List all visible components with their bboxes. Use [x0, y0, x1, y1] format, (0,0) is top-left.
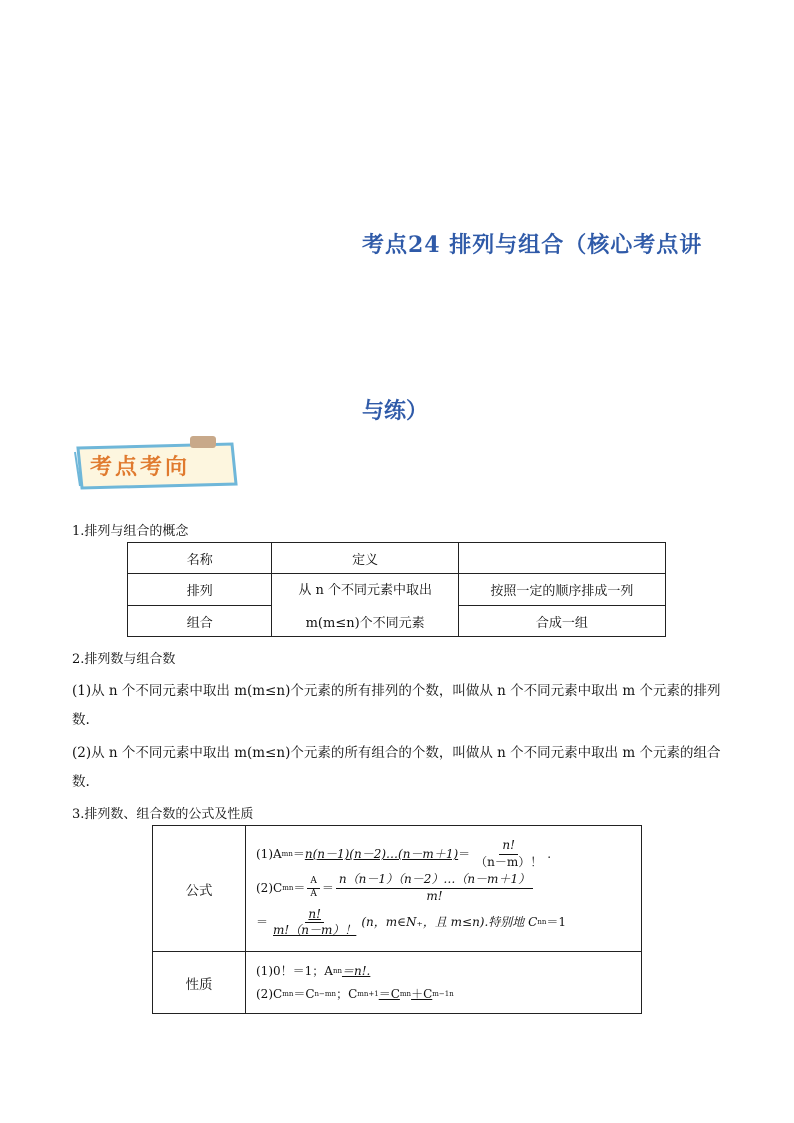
table1-header-def: 定义	[272, 543, 458, 574]
f3-fraction: $\frac{n!}{m!(n-m)!}$	[273, 906, 357, 938]
p2-mid2: ；C	[336, 986, 358, 1001]
f1-fraction: $\frac{n!}{(n-m)!}$	[475, 838, 543, 869]
page-title-line2: 与练）	[362, 398, 429, 424]
section2-heading: 2.排列数与组合数	[72, 652, 176, 667]
table1-row2-right: 合成一组	[458, 606, 665, 637]
f1-prefix: (1)A	[256, 847, 282, 862]
property-line1: (1)0！＝1；A n n ＝n!.	[256, 964, 371, 979]
table1-def-cell	[272, 574, 458, 637]
p2-mid: ＝C	[293, 986, 315, 1001]
table1-header-empty	[458, 543, 665, 574]
p2-text: (2)C	[256, 986, 283, 1001]
formula-label: 公式	[153, 826, 246, 952]
property-line2: (2)C m n ＝C n−m n ；C m n+1 ＝C m n ＋C m−1 n	[256, 986, 454, 1001]
section2-p1-line1: (1)从 n 个不同元素中取出 m(m≤n)个元素的所有排列的个数，叫做从 n 个不同元素中取出 m 个元素的排列	[72, 683, 721, 699]
table1-row1-name: 排列	[128, 574, 272, 606]
banner-text: 考点考向	[90, 455, 191, 480]
section2-p2-line2: 数.	[72, 774, 90, 790]
formula-cell	[246, 826, 642, 952]
section1-heading: 1.排列与组合的概念	[72, 524, 189, 539]
formula-table	[152, 825, 642, 1014]
p1-text: (1)0！＝1；A	[256, 964, 333, 979]
property-cell	[246, 952, 642, 1014]
table1-def-line2: m(m≤n)个不同元素	[305, 616, 425, 631]
table1-header-name: 名称	[128, 543, 272, 574]
section3-heading: 3.排列数、组合数的公式及性质	[72, 807, 254, 822]
f1-expr: n(n－1)(n－2)…(n－m＋1)	[304, 847, 459, 862]
section2-p2-line1: (2)从 n 个不同元素中取出 m(m≤n)个元素的所有组合的个数，叫做从 n 个不同元素中取出 m 个元素的组合	[72, 745, 721, 761]
formula-line3: ＝ $\frac{n!}{m!(n-m)!}$ (n，m∈N₊，且 m≤n).特别地 C n n ＝1	[256, 906, 566, 938]
section-banner	[72, 436, 240, 492]
section2-p1-line2: 数.	[72, 712, 90, 728]
table1-def-line1: 从 n 个不同元素中取出	[298, 583, 432, 598]
f2-fraction: $\frac{n(n-1)(n-2)\dots(n-m+1)}{m!}$	[336, 872, 533, 904]
p2-tail: ＝C	[378, 986, 400, 1001]
f3-end: ＝1	[546, 915, 566, 930]
property-label: 性质	[153, 952, 246, 1014]
f3-suffix: (n，m∈N₊，且 m≤n).特别地 C	[361, 915, 538, 930]
formula-line1: (1)A m n ＝ n(n－1)(n－2)…(n－m＋1) ＝ $\frac{n!}{(n-m)!}$ .	[256, 838, 552, 869]
formula-line2: (2)C m n ＝ $\frac{A}{A}$ ＝ $\frac{n(n-1)(n-2)\dots(n-m+1)}{m!}$	[256, 872, 631, 904]
p1-tail: ＝n!.	[341, 964, 371, 979]
page-title-line1: 考点24 排列与组合（核心考点讲	[362, 232, 703, 258]
table1-row1-right: 按照一定的顺序排成一列	[458, 574, 665, 606]
p2-plus: ＋C	[411, 986, 433, 1001]
table1-row2-name: 组合	[128, 606, 272, 637]
concept-table	[127, 542, 666, 637]
f2-small-fraction: $\frac{A}{A}$	[307, 876, 320, 900]
f2-prefix: (2)C	[256, 881, 283, 896]
clip-icon	[190, 436, 216, 448]
